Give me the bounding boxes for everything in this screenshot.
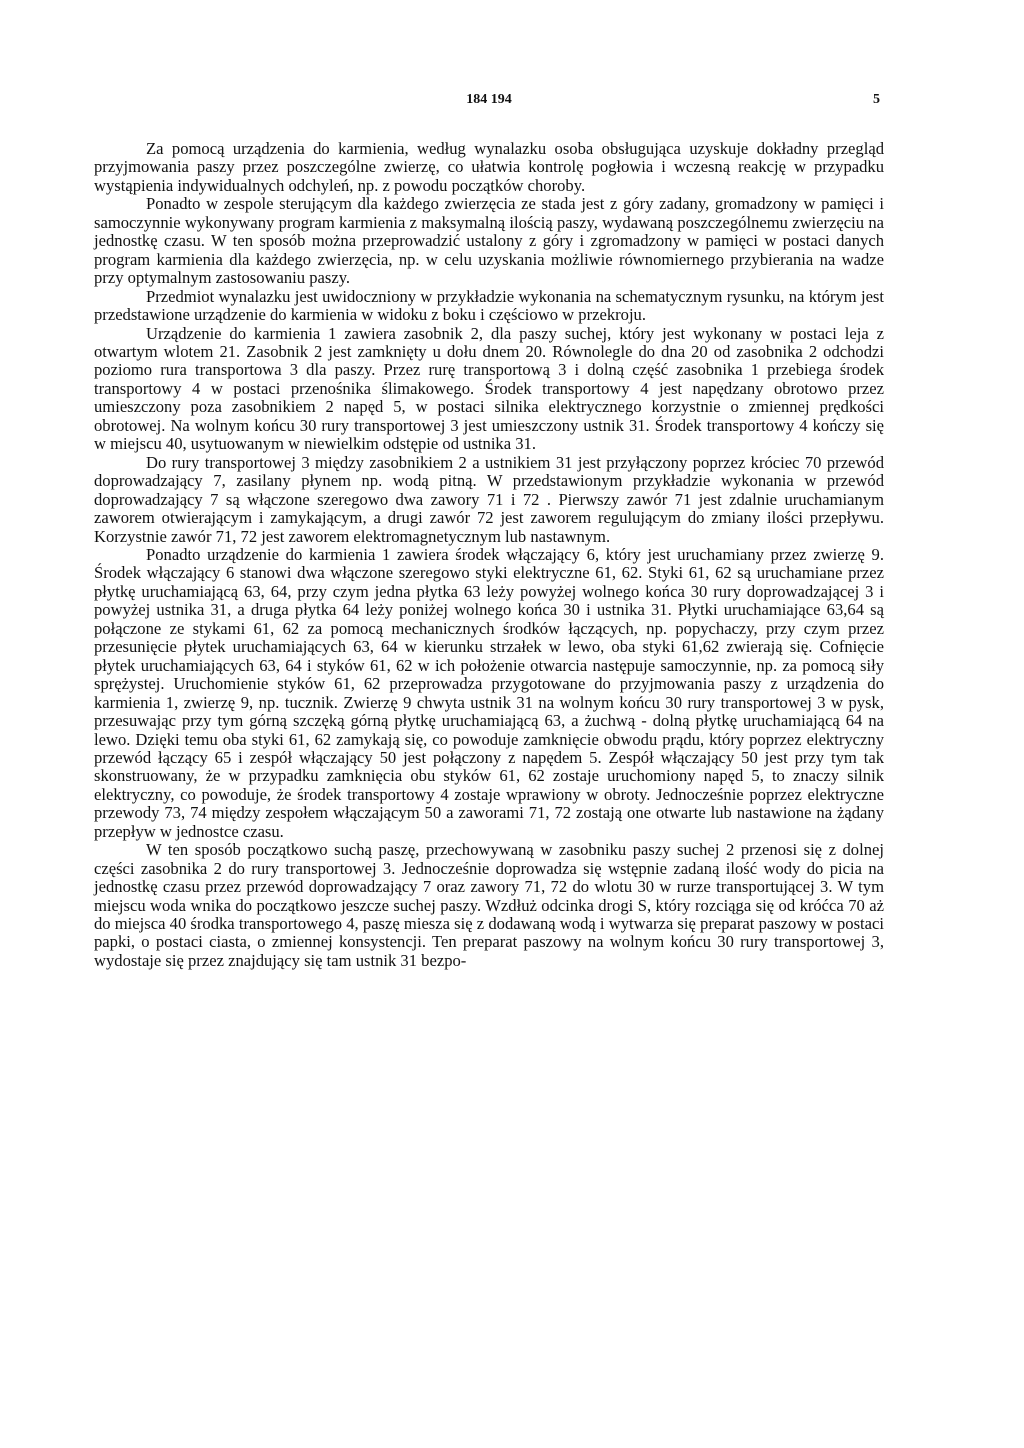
paragraph-6: Ponadto urządzenie do karmienia 1 zawiera środek włączający 6, który jest uruchamiany przez zwierzę 9. Środek włączający 6 stanowi dwa włączone szeregowo styki elektryczne 61, 62. Styki 61, 62 są uruchamiane przez płytkę uruchamiającą 63, 64, przy czym jedna płytka 63 leży powyżej wolnego końca 30 rury doprowadzającej 3 i powyżej ustnika 31, a druga płytka 64 leży poniżej wolnego końca 30 i ustnika 31. Płytki uruchamiające 63,64 są połączone ze stykami 61, 62 za pomocą mechanicznych środków łączących, np. popychaczy, przy czym przez przesunięcie płytek uruchamiających 63, 64 w kierunku strzałek w lewo, oba styki 61,62 zwierają się. Cofnięcie płytek uruchamiających 63, 64 i styków 61, 62 w ich położenie otwarcia następuje samoczynnie, np. za pomocą siły sprężystej. Uruchomienie styków 61, 62 przeprowadza przygotowane do przyjmowania paszy z urządzenia do karmienia 1, zwierzę 9, np. tucznik. Zwierzę 9 chwyta ustnik 31 na wolnym końcu 30 rury transportowej 3 w pysk, przesuwając przy tym górną szczęką górną płytkę uruchamiającą 63, a żuchwą - dolną płytkę uruchamiającą 64 na lewo. Dzięki temu oba styki 61, 62 zamykają się, co powoduje zamknięcie obwodu prądu, który poprzez elektryczny przewód łączący 65 i zespół włączający 50 jest połączony z napędem 5. Zespół włączający 50 jest przy tym tak skonstruowany, że w przypadku zamknięcia obu styków 61, 62 zostaje uruchomiony napęd 5, to znaczy silnik elektryczny, co powoduje, że środek transportowy 4 zostaje wprawiony w obroty. Jednocześnie poprzez elektryczne przewody 73, 74 między zespołem włączającym 50 a zaworami 71, 72 zostają one otwarte lub nastawione na żądany przepływ w jednostce czasu. — [94, 544, 884, 841]
paragraph-3: Przedmiot wynalazku jest uwidoczniony w przykładzie wykonania na schematycznym rysunku, na którym jest przedstawione urządzenie do karmienia w widoku z boku i częściowo w przekroju. — [94, 286, 884, 325]
paragraph-1: Za pomocą urządzenia do karmienia, według wynalazku osoba obsługująca uzyskuje dokładny przegląd przyjmowania paszy przez poszczególne zwierzę, co ułatwia kontrolę pogłowia i wczesną reakcję w przypadku wystąpienia indywidualnych odchyleń, np. z powodu początków choroby. — [94, 139, 884, 195]
paragraph-5: Do rury transportowej 3 między zasobnikiem 2 a ustnikiem 31 jest przyłączony poprzez króciec 70 przewód doprowadzający 7, zasilany płynem np. wodą pitną. W przedstawionym przykładzie wykonania w przewód doprowadzający 7 są włączone szeregowo dwa zawory 71 i 72 . Pierwszy zawór 71 jest zdalnie uruchamianym zaworem otwierającym i zamykającym, a drugi zawór 72 jest zaworem regulującym do zmiany ilości przepływu. Korzystnie zawór 71, 72 jest zaworem elektromagnetycznym lub nastawnym. — [94, 452, 884, 546]
paragraph-2: Ponadto w zespole sterującym dla każdego zwierzęcia ze stada jest z góry zadany, gromadzony w pamięci i samoczynnie wykonywany program karmienia z maksymalną ilością paszy, wydawaną poszczególnemu zwierzęciu na jednostkę czasu. W ten sposób można przeprowadzić ustalony z góry i zgromadzony w pamięci w postaci danych program karmienia dla każdego zwierzęcia, np. w celu uzyskania możliwie równomiernego przybierania na wadze przy optymalnym zastosowaniu paszy. — [94, 194, 884, 288]
paragraph-7: W ten sposób początkowo suchą paszę, przechowywaną w zasobniku paszy suchej 2 przenosi się z dolnej części zasobnika 2 do rury transportowej 3. Jednocześnie doprowadza się wstępnie zadaną ilość wody do picia na jednostkę czasu przez przewód doprowadzający 7 oraz zawory 71, 72 do wlotu 30 w rurze transportującej 3. W tym miejscu woda wnika do początkowo jeszcze suchej paszy. Wzdłuż odcinka drogi S, który rozciąga się od króćca 70 aż do miejsca 40 środka transportowego 4, paszę miesza się z dodawaną wodą i wytwarza się preparat paszowy w postaci papki, o postaci ciasta, o zmiennej konsystencji. Ten preparat paszowy na wolnym końcu 30 rury transportowej 3, wydostaje się przez znajdujący się tam ustnik 31 bezpo- — [94, 840, 884, 970]
body-text — [94, 140, 884, 970]
patent-number: 184 194 — [466, 92, 512, 107]
page-header — [94, 92, 884, 118]
page-number: 5 — [873, 92, 880, 107]
document-page — [94, 92, 884, 1412]
paragraph-4: Urządzenie do karmienia 1 zawiera zasobnik 2, dla paszy suchej, który jest wykonany w postaci leja z otwartym wlotem 21. Zasobnik 2 jest zamknięty u dołu dnem 20. Równolegle do dna 20 od zasobnika 2 odchodzi poziomo rura transportowa 3 dla paszy. Przez rurę transportową 3 i dolną część zasobnika 1 przebiega środek transportowy 4 w postaci przenośnika ślimakowego. Środek transportowy 4 jest napędzany obrotowo przez umieszczony poza zasobnikiem 2 napęd 5, w postaci silnika elektrycznego korzystnie o zmiennej prędkości obrotowej. Na wolnym końcu 30 rury transportowej 3 jest umieszczony ustnik 31. Środek transportowy 4 kończy się w miejscu 40, usytuowanym w niewielkim odstępie od ustnika 31. — [94, 323, 884, 454]
